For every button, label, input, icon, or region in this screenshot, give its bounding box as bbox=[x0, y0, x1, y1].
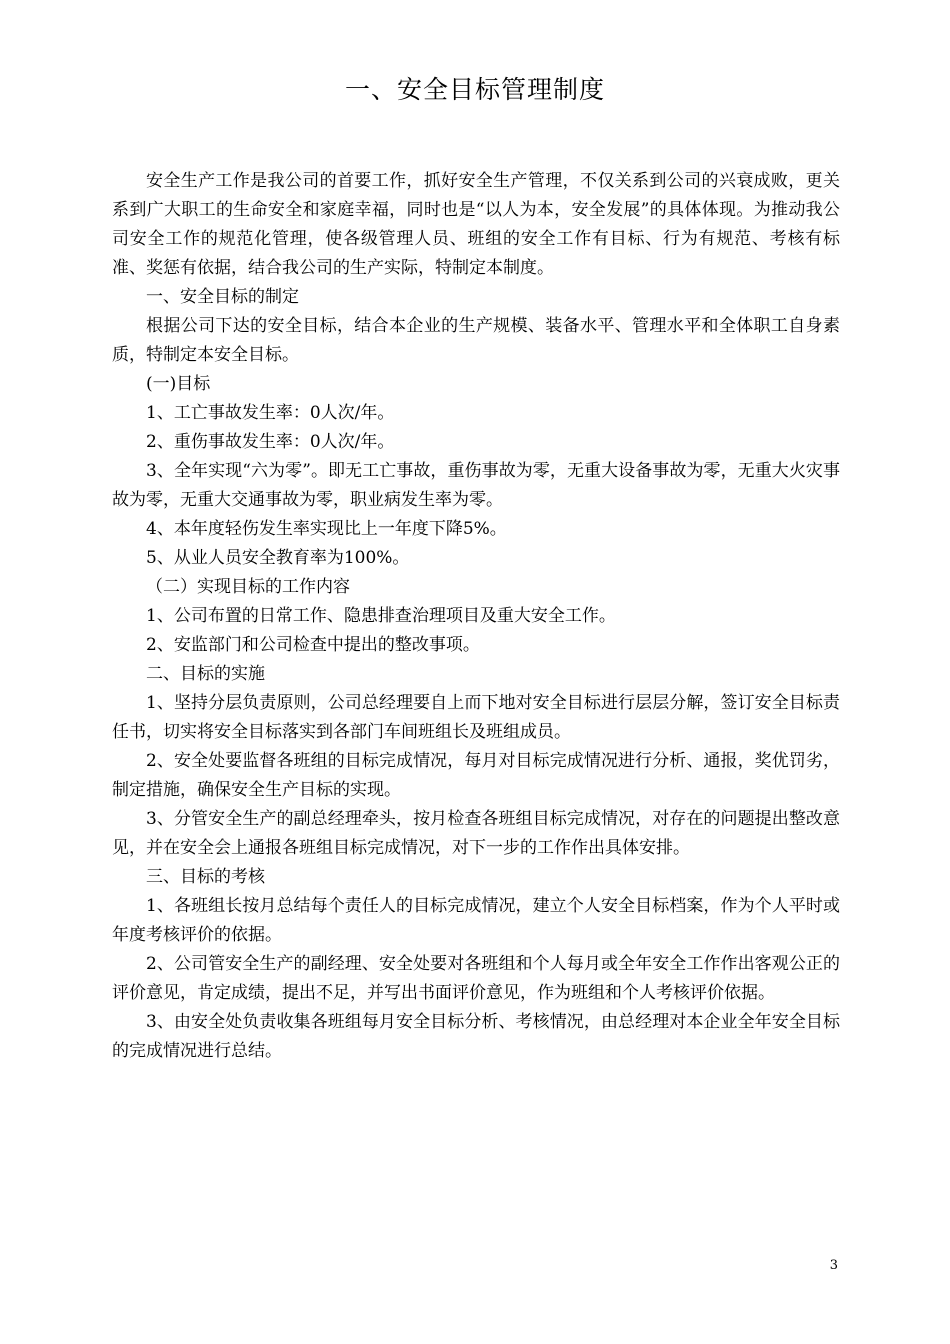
subsection-heading-work-content: （二）实现目标的工作内容 bbox=[146, 577, 350, 597]
list-item-assessment-2: 2、公司管安全生产的副经理、安全处要对各班组和个人每月或全年安全工作作出客观公正的评价意见，肯定成绩，提出不足，并写出书面评价意见，作为班组和个人考核评价依据。 bbox=[112, 954, 840, 1003]
list-item-implementation-3: 3、分管安全生产的副总经理牵头，按月检查各班组目标完成情况，对存在的问题提出整改意见，并在安全会上通报各班组目标完成情况，对下一步的工作作出具体安排。 bbox=[112, 809, 840, 858]
document-body bbox=[112, 167, 840, 1066]
list-item-assessment-1: 1、各班组长按月总结每个责任人的目标完成情况，建立个人安全目标档案，作为个人平时或年度考核评价的依据。 bbox=[112, 896, 840, 945]
section-heading-assessment: 三、目标的考核 bbox=[146, 867, 265, 887]
list-item-implementation-2: 2、安全处要监督各班组的目标完成情况，每月对目标完成情况进行分析、通报，奖优罚劣，制定措施，确保安全生产目标的实现。 bbox=[112, 751, 840, 800]
list-item-goal-1: 1、工亡事故发生率：0人次/年。 bbox=[146, 403, 395, 423]
paragraph-intro: 安全生产工作是我公司的首要工作，抓好安全生产管理，不仅关系到公司的兴衰成败，更关系到广大职工的生命安全和家庭幸福，同时也是“以人为本，安全发展”的具体体现。为推动我公司安全工作的规范化管理，使各级管理人员、班组的安全工作有目标、行为有规范、考核有标准、奖惩有依据，结合我公司的生产实际，特制定本制度。 bbox=[112, 171, 840, 278]
list-item-work-2: 2、安监部门和公司检查中提出的整改事项。 bbox=[146, 635, 480, 655]
list-item-implementation-1: 1、坚持分层负责原则，公司总经理要自上而下地对安全目标进行层层分解，签订安全目标责任书，切实将安全目标落实到各部门车间班组长及班组成员。 bbox=[112, 693, 840, 742]
document-title: 一、安全目标管理制度 bbox=[344, 75, 605, 104]
list-item-work-1: 1、公司布置的日常工作、隐患排查治理项目及重大安全工作。 bbox=[146, 606, 616, 626]
list-item-goal-5: 5、从业人员安全教育率为100%。 bbox=[146, 548, 410, 568]
paragraph-goal-basis: 根据公司下达的安全目标，结合本企业的生产规模、装备水平、管理水平和全体职工自身素质，特制定本安全目标。 bbox=[112, 316, 840, 365]
list-item-goal-2: 2、重伤事故发生率：0人次/年。 bbox=[146, 432, 395, 452]
page-number: 3 bbox=[829, 1258, 838, 1273]
section-heading-implementation: 二、目标的实施 bbox=[146, 664, 265, 684]
subsection-heading-goals: (一)目标 bbox=[146, 374, 211, 394]
list-item-goal-3: 3、全年实现“六为零”。即无工亡事故，重伤事故为零，无重大设备事故为零，无重大火灾事故为零，无重大交通事故为零，职业病发生率为零。 bbox=[112, 461, 840, 510]
section-heading-goal-setting: 一、安全目标的制定 bbox=[146, 287, 299, 307]
list-item-assessment-3: 3、由安全处负责收集各班组每月安全目标分析、考核情况，由总经理对本企业全年安全目标的完成情况进行总结。 bbox=[112, 1012, 840, 1061]
list-item-goal-4: 4、本年度轻伤发生率实现比上一年度下降5%。 bbox=[146, 519, 507, 539]
